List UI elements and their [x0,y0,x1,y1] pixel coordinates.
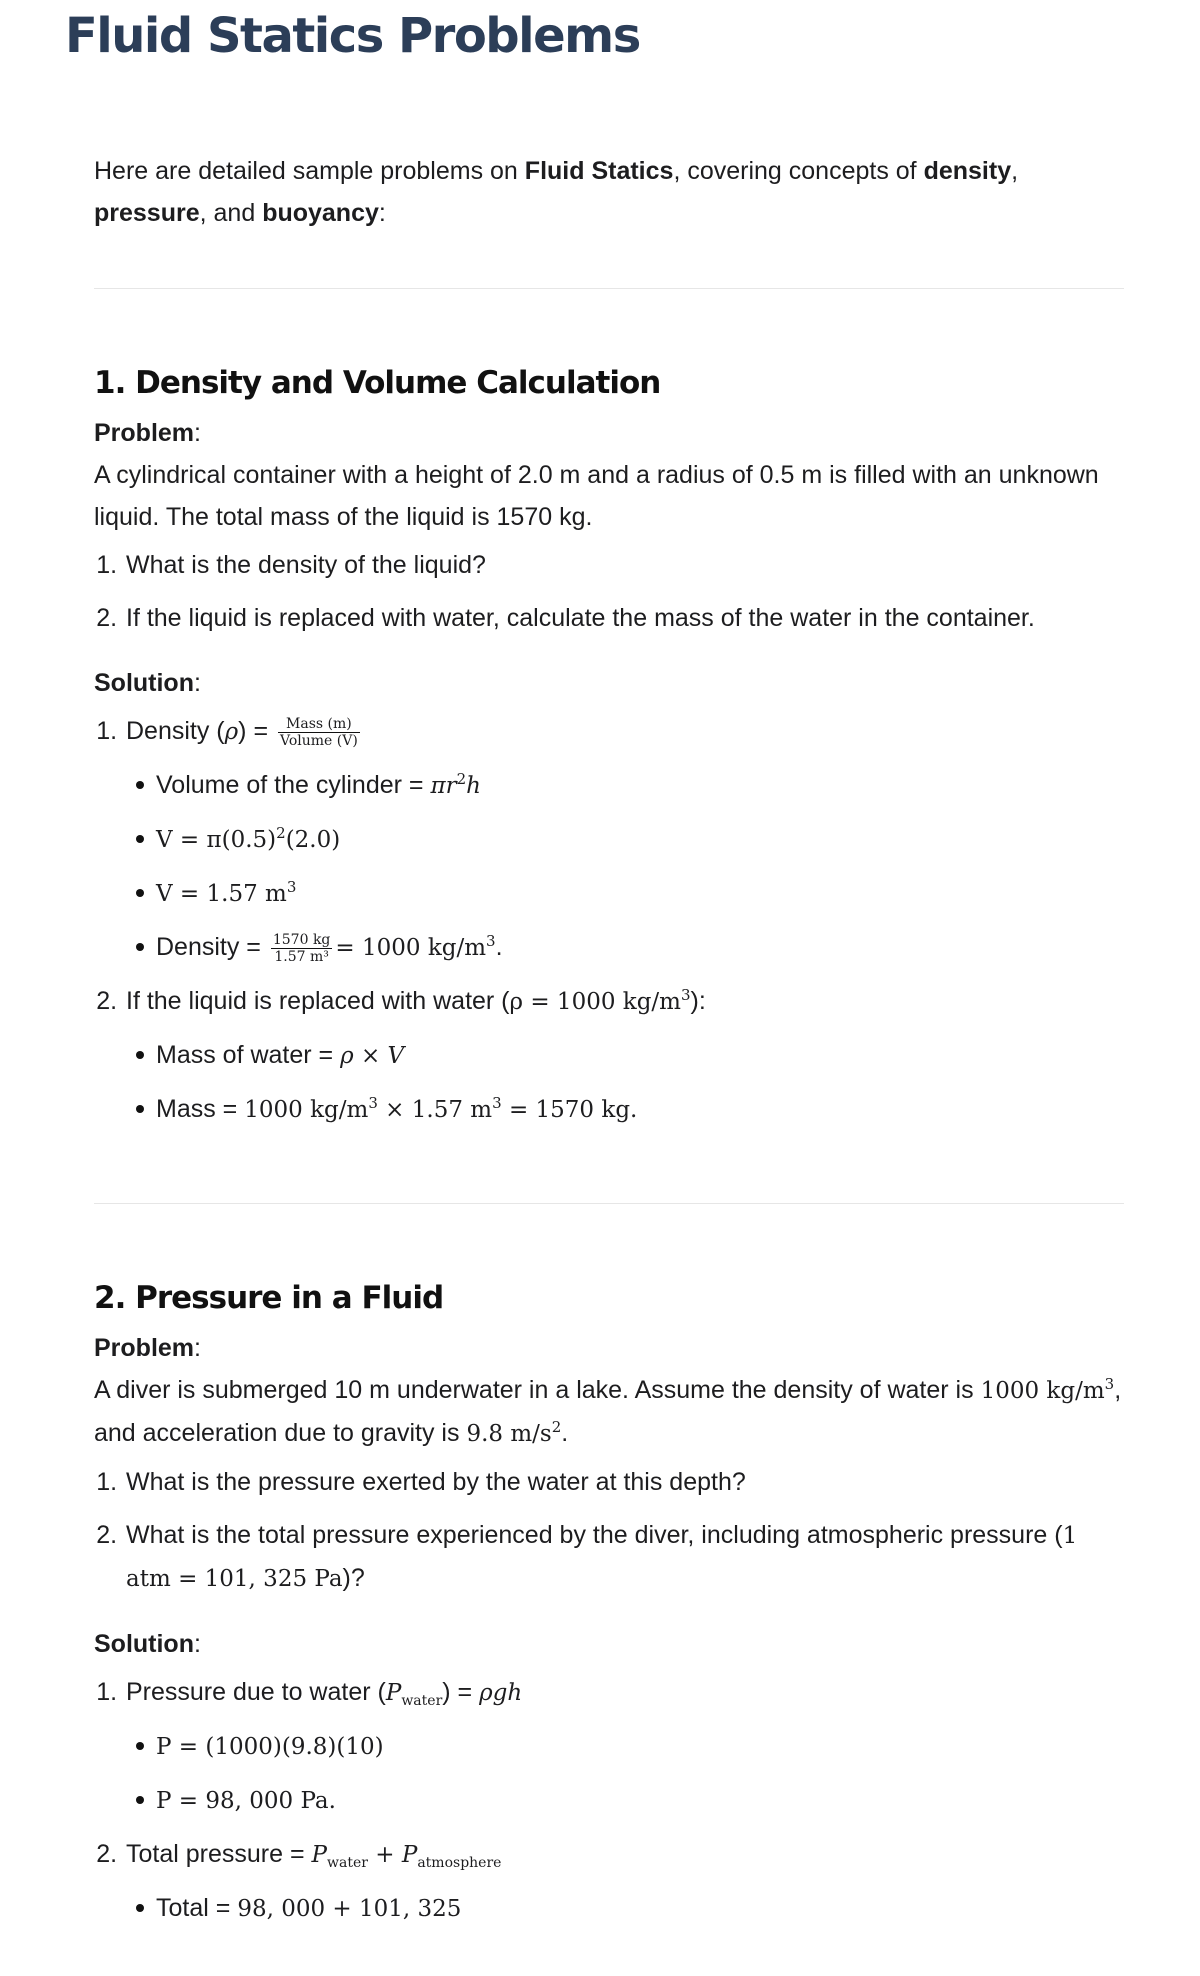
section-heading: 1. Density and Volume Calculation [94,365,661,401]
step-bullets [126,1725,1124,1822]
section-pressure [94,1280,1124,1930]
math-expression: = 1000 kg/m [335,935,487,961]
exponent: 3 [1104,1375,1115,1393]
step-text: Total pressure = [126,1840,312,1868]
solution-label-text: Solution [94,669,194,697]
step-bullets [126,764,1124,969]
exponent: 3 [681,986,691,1004]
math-expression: + [367,1842,402,1868]
problem-label: Problem: [94,419,201,447]
exponent: 2 [276,824,286,842]
intro-text: , [1011,157,1019,185]
section-divider [94,288,1124,289]
math-expression: P = (1000)(9.8)(10) [156,1734,384,1760]
solution-label-text: Solution [94,1630,194,1658]
math-expression: (2.0) [285,827,341,853]
math-expression: V = π(0.5) [156,827,277,853]
solution-step [124,980,1124,1131]
subscript: atmosphere [417,1855,502,1871]
question-text: What is the total pressure experienced by the diver, including atmospheric pressure ( [126,1521,1063,1549]
intro-text: : [378,199,386,227]
bullet-item [156,1887,1124,1930]
math-expression: V = 1.57 m [156,881,287,907]
solution-steps [94,1671,1124,1930]
subscript: water [401,1693,443,1709]
bullet-text: Mass = [156,1095,245,1123]
bullet-item [156,926,1124,969]
density-value-fraction [271,932,333,965]
solution-steps [94,710,1124,1131]
problem-text-part: A diver is submerged 10 m underwater in a lake. Assume the density of water is [94,1376,981,1404]
solution-step [124,1671,1124,1822]
intro-concept: buoyancy [262,199,379,227]
bullet-item [156,1034,1124,1077]
step-text: Density ( [126,717,225,745]
math-expression: ρ × V [340,1043,405,1069]
exponent: 3 [486,932,496,950]
bullet-item [156,764,1124,807]
section-density [94,365,1124,1131]
bullet-item [156,1725,1124,1768]
exponent: 2 [551,1418,562,1436]
solution-label: Solution: [94,669,201,697]
bullet-text: Volume of the cylinder = [156,771,431,799]
math-expression: × 1.57 m [377,1097,493,1123]
step-text: Pressure due to water ( [126,1678,386,1706]
bullet-text: . [495,933,503,961]
math-expression: h [466,773,481,799]
subscript: water [327,1855,368,1871]
math-expression: 1000 kg/m [980,1378,1105,1404]
question-item: 1. What is the pressure exerted by the water at this depth? [124,1461,1124,1503]
math-expression: 1 atm = 101, 325 Pa [126,1523,1078,1592]
problem-label-text: Problem [94,419,195,447]
math-expression: ρ = 1000 kg/m [509,989,681,1015]
step-text: ) = [442,1678,480,1706]
exponent: 3 [368,1094,378,1112]
step-text: ) = [238,717,275,745]
section-divider [94,1203,1124,1204]
fraction-numerator: 1570 kg [272,931,331,948]
math-expression: P [385,1680,402,1706]
question-list [94,544,1124,639]
solution-step [124,710,1124,969]
math-expression: 98, 000 + 101, 325 [237,1896,462,1922]
intro-text: Here are detailed sample problems on [94,157,525,185]
question-item: 1. What is the density of the liquid? [124,544,1124,586]
question-text: )? [342,1564,365,1592]
document-body [94,150,1124,1930]
bullet-item [156,1088,1124,1131]
problem-text-part: , and acceleration due to gravity is [94,1376,1122,1447]
page-title: Fluid Statics Problems [65,8,640,64]
solution-label: Solution: [94,1630,201,1658]
rho-symbol: ρ [224,719,239,745]
question-item [124,1514,1124,1600]
fraction-numerator: Mass (m) [278,716,360,733]
step-bullets [126,1887,1124,1930]
bullet-item [156,818,1124,861]
question-list [94,1461,1124,1600]
math-expression: P = 98, 000 Pa. [156,1788,336,1814]
step-bullets [126,1034,1124,1131]
math-expression: P [401,1842,418,1868]
step-text: ): [690,987,706,1015]
exponent: 3 [286,878,297,896]
bullet-item [156,872,1124,915]
density-fraction [278,716,360,749]
solution-step [124,1833,1124,1930]
intro-concept: density [923,157,1012,185]
intro-text: , covering concepts of [673,157,924,185]
math-expression: πr [430,773,457,799]
bullet-text: Total = [156,1894,238,1922]
fraction-denominator: 1.57 m³ [274,948,329,965]
problem-label-text: Problem [94,1334,195,1362]
exponent: 3 [492,1094,502,1112]
fraction-denominator: Volume (V) [280,732,358,749]
exponent: 2 [456,770,467,788]
question-item: 2. If the liquid is replaced with water, calculate the mass of the water in the container. [124,597,1124,639]
math-expression: P [311,1842,327,1868]
intro-concept: pressure [94,199,200,227]
problem-text: A cylindrical container with a height of 2.0 m and a radius of 0.5 m is filled with an unknown liquid. The total mass of the liquid is 1570 kg. [94,461,1099,531]
section-heading: 2. Pressure in a Fluid [94,1280,444,1316]
bullet-item [156,1779,1124,1822]
bullet-text: Density = [156,933,268,961]
math-expression: 9.8 m/s [466,1421,552,1447]
problem-label: Problem: [94,1334,201,1362]
bullet-text: Mass of water = [156,1041,341,1069]
math-expression: = 1570 kg. [501,1097,638,1123]
math-expression: ρgh [479,1680,523,1706]
intro-text: , and [199,199,263,227]
math-expression: 1000 kg/m [244,1097,369,1123]
problem-text-part: . [561,1419,569,1447]
intro-topic: Fluid Statics [524,157,674,185]
intro-paragraph [94,150,1124,234]
problem-text [94,1369,1124,1455]
step-text: If the liquid is replaced with water ( [126,987,510,1015]
